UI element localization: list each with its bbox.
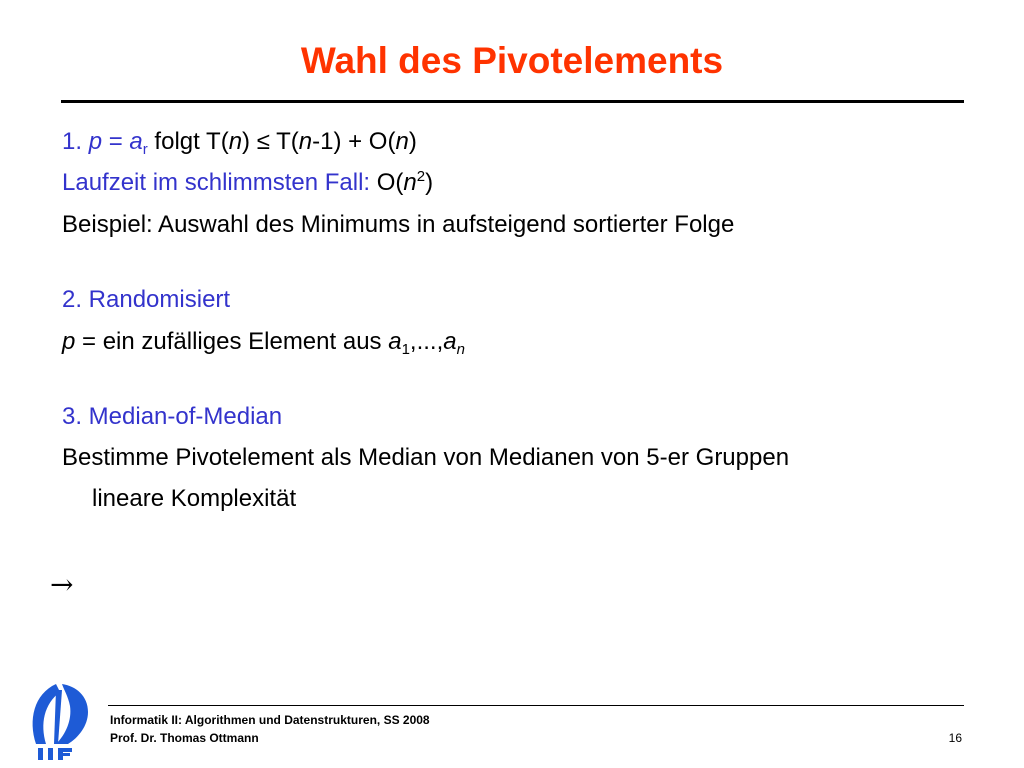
laufzeit-sup: 2 [416,168,426,185]
item-1-number: 1. [62,128,83,155]
title-divider [61,100,964,103]
item-1-r-sub: r [142,141,148,158]
laufzeit-o-open: O( [370,169,404,196]
item-1-line [62,128,417,156]
item-2-line [62,328,465,356]
item-2-subn: n [456,341,465,358]
item-1-p: p [88,128,103,155]
item-2-dots: ,..., [409,328,444,355]
item-1-close: ) [408,128,417,155]
item-1-n3: n [395,128,409,155]
item-1-minus1: -1) + O( [312,128,396,155]
iif-logo [26,680,94,762]
footer-divider [108,705,964,706]
item-1-a: a [129,128,143,155]
item-3-line-1: Bestimme Pivotelement als Median von Medianen von 5-er Gruppen [62,444,790,471]
item-1-eq: = [102,128,130,155]
laufzeit-close: ) [425,169,434,196]
item-2-p: p [62,328,76,355]
item-3-line-2: lineare Komplexität [92,485,297,512]
item-2-a1: a [388,328,402,355]
item-1-n2: n [298,128,313,155]
item-2-sub1: 1 [401,341,410,358]
footer-course: Informatik II: Algorithmen und Datenstrukturen, SS 2008 [110,713,430,727]
beispiel-line: Beispiel: Auswahl des Minimums in aufsteigend sortierter Folge [62,211,735,238]
laufzeit-n: n [403,169,417,196]
item-2-an: a [443,328,457,355]
item-3-heading: 3. Median-of-Median [62,403,283,430]
laufzeit-label: Laufzeit im schlimmsten Fall: [62,169,371,196]
right-arrow-icon: → [50,568,74,601]
item-1-n1: n [228,128,243,155]
item-1-le: ) ≤ T( [242,128,299,155]
slide-title: Wahl des Pivotelements [300,40,724,81]
item-2-heading: 2. Randomisiert [62,286,231,313]
laufzeit-line [62,169,433,197]
item-2-text: = ein zufälliges Element aus [75,328,389,355]
item-1-folgt: folgt T( [147,128,229,155]
page-number: 16 [948,731,962,745]
footer-author: Prof. Dr. Thomas Ottmann [110,731,259,745]
